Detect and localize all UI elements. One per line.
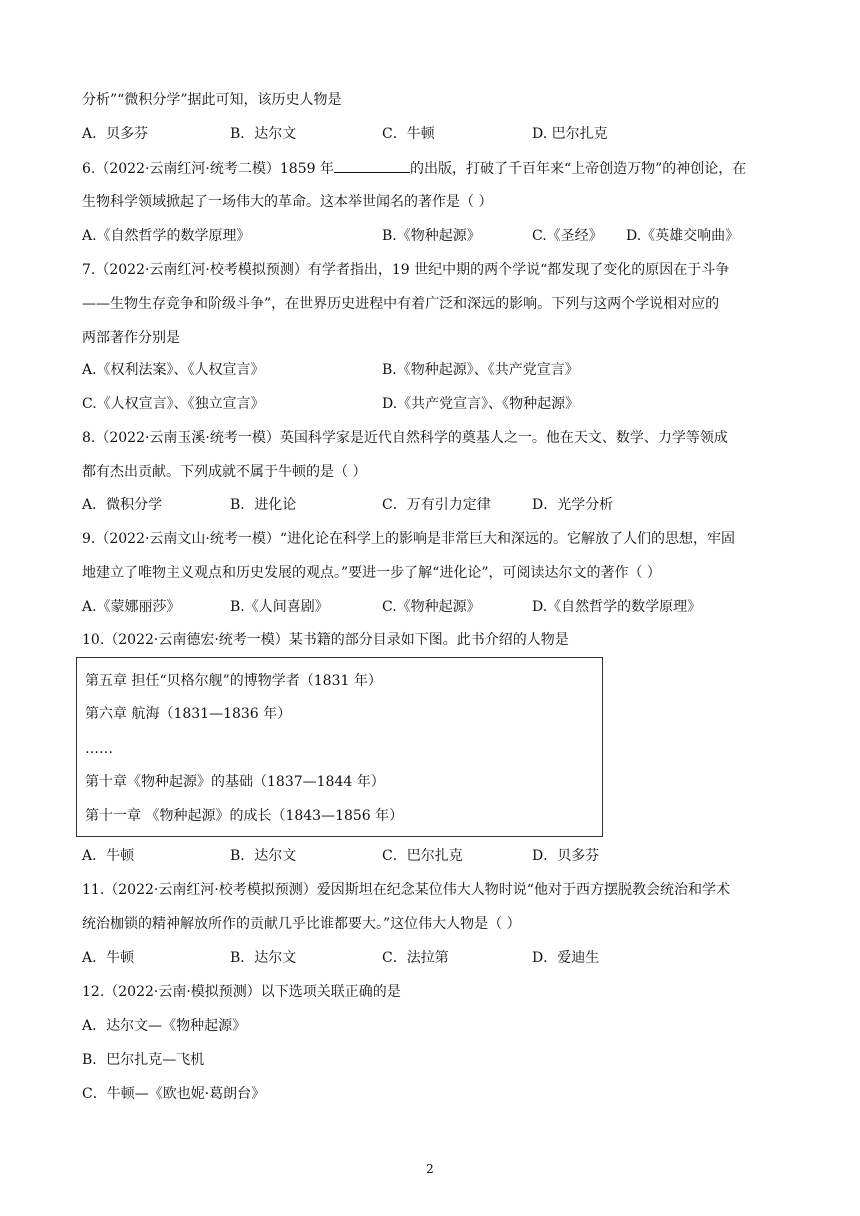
q11-stem-line1: 11.（2022·云南红河·校考模拟预测）爱因斯坦在纪念某位伟大人物时说“他对于西方摆脱教会统治和学术 <box>82 882 730 898</box>
q7-stem-line2: ——生物生存竞争和阶级斗争”，在世界历史进程中有着广泛和深远的影响。下列与这两个学说相对应的 <box>82 296 720 312</box>
q12-option-b: B．巴尔扎克—飞机 <box>82 1052 205 1068</box>
q9-stem-line2: 地建立了唯物主义观点和历史发展的观点。”要进一步了解“进化论”，可阅读达尔文的著作（ ） <box>82 565 661 581</box>
q9-options <box>82 597 782 617</box>
q11-option-a: A．牛顿 <box>82 950 135 966</box>
q8-stem-line2: 都有杰出贡献。下列成就不属于牛顿的是（ ） <box>82 464 367 480</box>
q11-option-b: B．达尔文 <box>230 950 297 966</box>
q6-stem-line1 <box>82 158 746 178</box>
q7-options-row2 <box>82 394 782 414</box>
q9-stem-line1: 9.（2022·云南文山·统考一模）“进化论在科学上的影响是非常巨大和深远的。它解放了人们的思想，牢固 <box>82 531 736 547</box>
q11-stem-line2: 统治枷锁的精神解放所作的贡献几乎比谁都要大。”这位伟大人物是（ ） <box>82 916 521 932</box>
q12-stem: 12.（2022·云南·模拟预测）以下选项关联正确的是 <box>82 984 401 1000</box>
q6-option-b: B.《物种起源》 <box>382 228 481 244</box>
q11-option-c: C．法拉第 <box>382 950 449 966</box>
q9-option-c: C.《物种起源》 <box>382 599 481 615</box>
catalog-entry: 第六章 航海（1831—1836 年） <box>85 706 292 722</box>
q9-option-a: A.《蒙娜丽莎》 <box>82 599 181 615</box>
q12-option-a: A．达尔文—《物种起源》 <box>82 1018 247 1034</box>
q5-option-c: C．牛顿 <box>382 126 435 142</box>
page-number: 2 <box>426 1162 434 1176</box>
q10-option-b: B．达尔文 <box>230 848 297 864</box>
q7-option-a: A.《权利法案》、《人权宣言》 <box>82 362 265 378</box>
q6-fill-blank <box>334 158 410 173</box>
q7-stem-line3: 两部著作分别是 <box>82 330 180 346</box>
q9-option-b: B.《人间喜剧》 <box>230 599 329 615</box>
q8-option-d: D．光学分析 <box>532 497 614 513</box>
q7-options-row1 <box>82 360 782 380</box>
q5-option-d: D. 巴尔扎克 <box>532 126 608 142</box>
q6-option-c: C.《圣经》 <box>532 228 603 244</box>
q6-stem-pre: 6.（2022·云南红河·统考二模）1859 年 <box>82 161 334 177</box>
q5-stem-tail: 分析”“微积分学”据此可知，该历史人物是 <box>82 92 342 108</box>
q9-option-d: D.《自然哲学的数学原理》 <box>532 599 702 615</box>
catalog-entry: 第五章 担任“贝格尔舰”的博物学者（1831 年） <box>85 673 382 689</box>
catalog-entry: …… <box>85 741 113 757</box>
q5-option-b: B．达尔文 <box>230 126 297 142</box>
q10-stem: 10.（2022·云南德宏·统考一模）某书籍的部分目录如下图。此书介绍的人物是 <box>82 632 569 648</box>
q10-catalog-box <box>76 657 603 837</box>
q10-options <box>82 846 782 866</box>
q5-option-a: A．贝多芬 <box>82 126 149 142</box>
catalog-entry: 第十章《物种起源》的基础（1837—1844 年） <box>85 774 385 790</box>
q6-option-a: A.《自然哲学的数学原理》 <box>82 228 251 244</box>
q12-option-c: C．牛顿—《欧也妮·葛朗台》 <box>82 1086 266 1102</box>
q6-stem-line2: 生物科学领域掀起了一场伟大的革命。这本举世闻名的著作是（ ） <box>82 194 493 210</box>
q6-options <box>82 226 782 246</box>
catalog-entry: 第十一章 《物种起源》的成长（1843—1856 年） <box>85 808 404 824</box>
q10-option-c: C．巴尔扎克 <box>382 848 463 864</box>
q11-option-d: D．爱迪生 <box>532 950 600 966</box>
q10-option-d: D．贝多芬 <box>532 848 600 864</box>
q8-option-c: C．万有引力定律 <box>382 497 491 513</box>
q8-stem-line1: 8.（2022·云南玉溪·统考一模）英国科学家是近代自然科学的奠基人之一。他在天文、数学、力学等领成 <box>82 430 728 446</box>
q6-option-d: D.《英雄交响曲》 <box>626 228 740 244</box>
q7-stem-line1: 7.（2022·云南红河·校考模拟预测）有学者指出，19 世纪中期的两个学说“都发现了变化的原因在于斗争 <box>82 262 730 278</box>
q10-option-a: A．牛顿 <box>82 848 135 864</box>
q11-options <box>82 948 782 968</box>
q7-option-c: C.《人权宣言》、《独立宣言》 <box>82 396 265 412</box>
q8-option-b: B．进化论 <box>230 497 297 513</box>
q5-options <box>82 124 782 144</box>
q7-option-d: D.《共产党宣言》、《物种起源》 <box>382 396 580 412</box>
q8-option-a: A．微积分学 <box>82 497 163 513</box>
q7-option-b: B.《物种起源》、《共产党宣言》 <box>382 362 579 378</box>
q8-options <box>82 495 782 515</box>
q6-stem-post: 的出版，打破了千百年来“上帝创造万物”的神创论，在 <box>409 161 747 177</box>
